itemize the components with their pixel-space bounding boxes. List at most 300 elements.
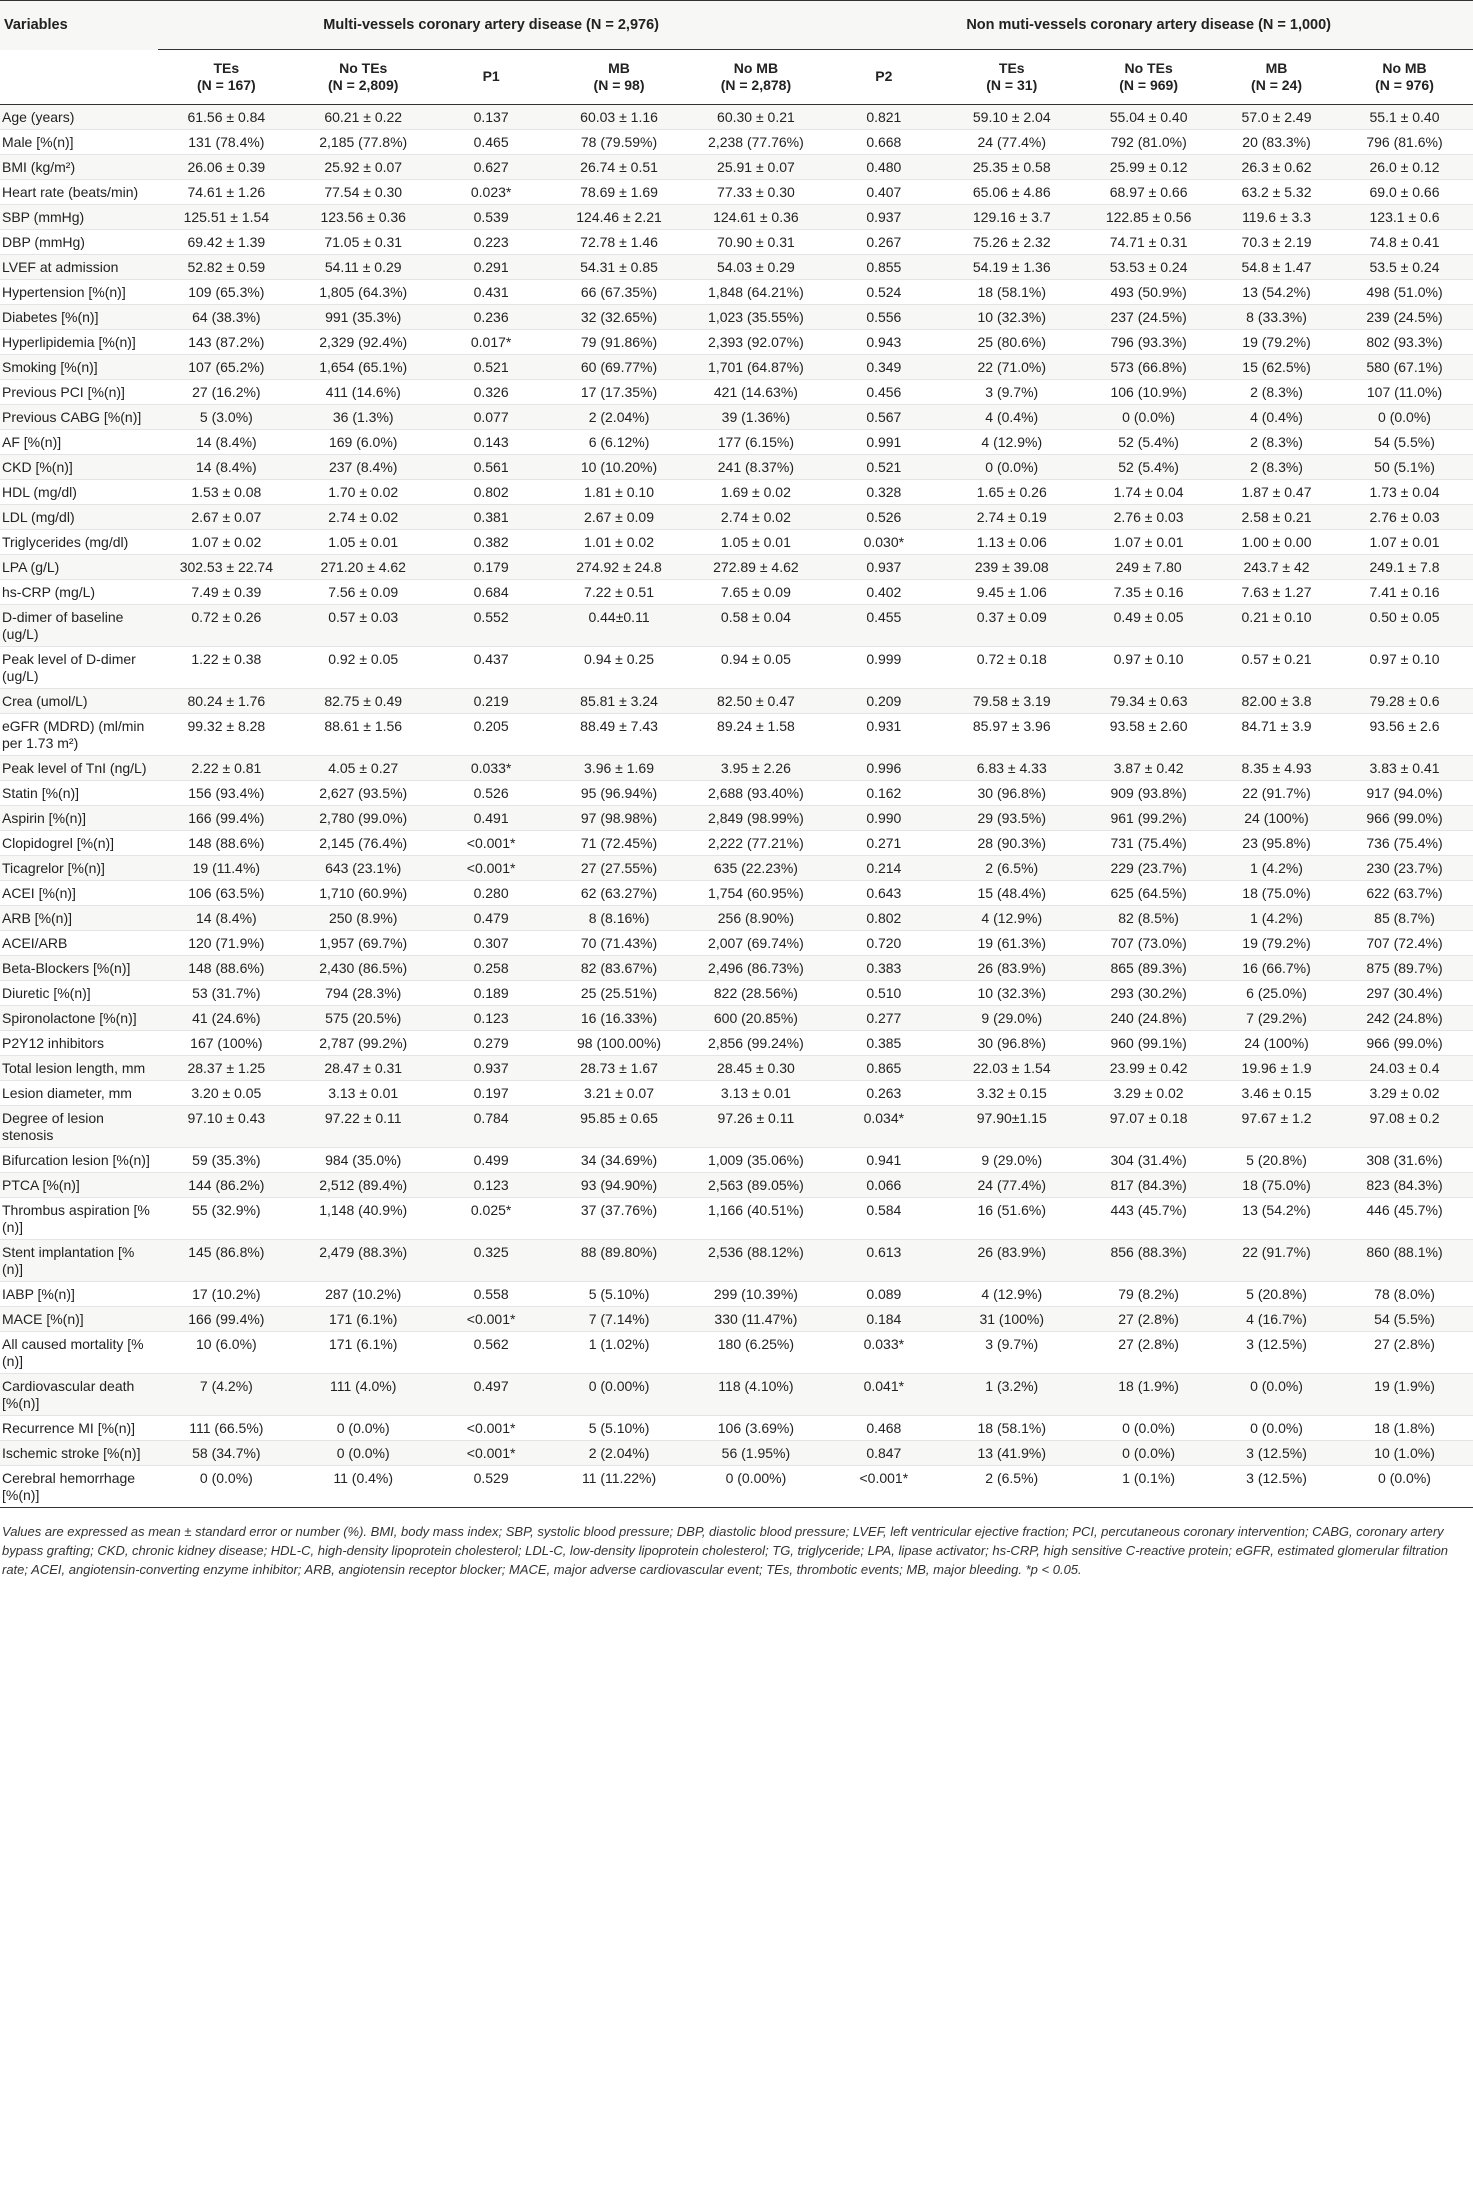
table-cell: 22 (91.7%) [1217, 781, 1336, 806]
row-variable-label: Ischemic stroke [%(n)] [0, 1441, 158, 1466]
column-header [687, 50, 824, 105]
table-cell: 2 (6.5%) [943, 856, 1080, 881]
table-cell: 446 (45.7%) [1336, 1198, 1473, 1240]
table-cell: <0.001* [432, 856, 551, 881]
table-cell: 18 (75.0%) [1217, 881, 1336, 906]
table-cell: 111 (4.0%) [295, 1374, 432, 1416]
row-variable-label: Previous CABG [%(n)] [0, 405, 158, 430]
table-cell: 58 (34.7%) [158, 1441, 295, 1466]
table-cell: 0.521 [432, 355, 551, 380]
table-cell: 124.46 ± 2.21 [551, 205, 688, 230]
table-cell: 28.37 ± 1.25 [158, 1056, 295, 1081]
table-cell: 0.214 [824, 856, 943, 881]
table-cell: 63.2 ± 5.32 [1217, 180, 1336, 205]
table-cell: 299 (10.39%) [687, 1282, 824, 1307]
table-cell: 3.32 ± 0.15 [943, 1081, 1080, 1106]
table-cell: 0.279 [432, 1031, 551, 1056]
column-header [551, 50, 688, 105]
table-cell: 29 (93.5%) [943, 806, 1080, 831]
table-cell: 0.990 [824, 806, 943, 831]
table-cell: 272.89 ± 4.62 [687, 555, 824, 580]
table-cell: 0.258 [432, 956, 551, 981]
table-cell: 0 (0.0%) [1336, 1466, 1473, 1508]
table-row [0, 505, 1473, 530]
table-cell: 0.524 [824, 280, 943, 305]
table-cell: 26.74 ± 0.51 [551, 155, 688, 180]
column-header [432, 50, 551, 105]
table-row [0, 1106, 1473, 1148]
table-cell: 2,688 (93.40%) [687, 781, 824, 806]
table-cell: 2,222 (77.21%) [687, 831, 824, 856]
table-cell: 6 (25.0%) [1217, 981, 1336, 1006]
table-cell: 796 (81.6%) [1336, 130, 1473, 155]
table-cell: 1,957 (69.7%) [295, 931, 432, 956]
table-cell: 3 (9.7%) [943, 1332, 1080, 1374]
table-cell: 3 (12.5%) [1217, 1332, 1336, 1374]
table-cell: 3.96 ± 1.69 [551, 756, 688, 781]
table-cell: 14 (8.4%) [158, 906, 295, 931]
table-cell: 22 (91.7%) [1217, 1240, 1336, 1282]
table-cell: 24 (77.4%) [943, 1173, 1080, 1198]
table-cell: 411 (14.6%) [295, 380, 432, 405]
row-variable-label: Diuretic [%(n)] [0, 981, 158, 1006]
table-cell: 26.06 ± 0.39 [158, 155, 295, 180]
row-variable-label: D-dimer of baseline (ug/L) [0, 605, 158, 647]
column-header-count: (N = 2,878) [720, 77, 792, 93]
table-cell: 20 (83.3%) [1217, 130, 1336, 155]
table-row [0, 647, 1473, 689]
table-cell: 37 (37.76%) [551, 1198, 688, 1240]
table-cell: 0.943 [824, 330, 943, 355]
table-row [0, 1441, 1473, 1466]
table-cell: 7 (7.14%) [551, 1307, 688, 1332]
table-cell: 53 (31.7%) [158, 981, 295, 1006]
table-cell: 0.558 [432, 1282, 551, 1307]
table-cell: 0.94 ± 0.25 [551, 647, 688, 689]
row-variable-label: Bifurcation lesion [%(n)] [0, 1148, 158, 1173]
table-cell: 0.162 [824, 781, 943, 806]
row-variable-label: hs-CRP (mg/L) [0, 580, 158, 605]
table-cell: 0.137 [432, 105, 551, 130]
table-cell: 7 (29.2%) [1217, 1006, 1336, 1031]
table-cell: 24 (100%) [1217, 1031, 1336, 1056]
table-row [0, 714, 1473, 756]
table-cell: 99.32 ± 8.28 [158, 714, 295, 756]
table-cell: 865 (89.3%) [1080, 956, 1217, 981]
table-cell: 1.87 ± 0.47 [1217, 480, 1336, 505]
table-cell: 1.13 ± 0.06 [943, 530, 1080, 555]
table-cell: 0.510 [824, 981, 943, 1006]
table-cell: 0.280 [432, 881, 551, 906]
table-cell: 14 (8.4%) [158, 455, 295, 480]
table-cell: 0.491 [432, 806, 551, 831]
table-cell: 302.53 ± 22.74 [158, 555, 295, 580]
table-cell: 0.941 [824, 1148, 943, 1173]
table-cell: 0.684 [432, 580, 551, 605]
table-cell: 792 (81.0%) [1080, 130, 1217, 155]
table-cell: 1,805 (64.3%) [295, 280, 432, 305]
table-cell: 0.58 ± 0.04 [687, 605, 824, 647]
table-row [0, 605, 1473, 647]
table-cell: 18 (58.1%) [943, 280, 1080, 305]
table-cell: 991 (35.3%) [295, 305, 432, 330]
row-variable-label: Diabetes [%(n)] [0, 305, 158, 330]
table-cell: 0.526 [824, 505, 943, 530]
table-cell: 622 (63.7%) [1336, 881, 1473, 906]
table-cell: <0.001* [432, 1307, 551, 1332]
table-cell: 4 (12.9%) [943, 1282, 1080, 1307]
table-cell: 0.066 [824, 1173, 943, 1198]
row-variable-label: Degree of lesion stenosis [0, 1106, 158, 1148]
table-cell: 54.11 ± 0.29 [295, 255, 432, 280]
table-cell: 3.29 ± 0.02 [1336, 1081, 1473, 1106]
table-cell: 0.937 [824, 205, 943, 230]
table-cell: 580 (67.1%) [1336, 355, 1473, 380]
table-cell: 0.937 [432, 1056, 551, 1081]
table-footnote: Values are expressed as mean ± standard error or number (%). BMI, body mass index; SBP, systolic blood pressure; DBP, diastolic blood pressure; LVEF, left ventricular ejective fraction; PCI, percutaneous coronary intervention; CABG, coronary artery bypass grafting; CKD, chronic kidney disease; HDL-C, high-density lipoprotein cholesterol; LDL-C, low-density lipoprotein cholesterol; TG, triglyceride; LPA, lipase activator; hs-CRP, high sensitive C-reactive protein; eGFR, estimated glomerular filtration rate; ACEI, angiotensin-converting enzyme inhibitor; ARB, angiotensin receptor blocker; MACE, major adverse cardiovascular event; TEs, thrombotic events; MB, major bleeding. *p < 0.05. [2, 1524, 1449, 1577]
table-cell: 1.22 ± 0.38 [158, 647, 295, 689]
table-cell: 822 (28.56%) [687, 981, 824, 1006]
table-cell: 2.58 ± 0.21 [1217, 505, 1336, 530]
table-cell: 0.328 [824, 480, 943, 505]
table-cell: 54.19 ± 1.36 [943, 255, 1080, 280]
table-cell: 0.931 [824, 714, 943, 756]
table-cell: 27 (16.2%) [158, 380, 295, 405]
table-cell: 123.1 ± 0.6 [1336, 205, 1473, 230]
table-body [0, 105, 1473, 1508]
row-variable-label: Triglycerides (mg/dl) [0, 530, 158, 555]
table-cell: 26.0 ± 0.12 [1336, 155, 1473, 180]
table-cell: 171 (6.1%) [295, 1332, 432, 1374]
table-cell: 0.497 [432, 1374, 551, 1416]
table-cell: 144 (86.2%) [158, 1173, 295, 1198]
table-cell: 10 (1.0%) [1336, 1441, 1473, 1466]
table-row [0, 480, 1473, 505]
table-cell: 59.10 ± 2.04 [943, 105, 1080, 130]
column-header [1336, 50, 1473, 105]
table-cell: 0 (0.0%) [295, 1441, 432, 1466]
table-cell: 0.991 [824, 430, 943, 455]
table-cell: 50 (5.1%) [1336, 455, 1473, 480]
table-cell: 11 (0.4%) [295, 1466, 432, 1508]
table-cell: 0.526 [432, 781, 551, 806]
table-cell: 0.50 ± 0.05 [1336, 605, 1473, 647]
table-cell: 93 (94.90%) [551, 1173, 688, 1198]
table-cell: 241 (8.37%) [687, 455, 824, 480]
table-cell: 85.97 ± 3.96 [943, 714, 1080, 756]
table-cell: 2.74 ± 0.19 [943, 505, 1080, 530]
table-cell: 0.209 [824, 689, 943, 714]
table-cell: 2,007 (69.74%) [687, 931, 824, 956]
table-cell: 77.33 ± 0.30 [687, 180, 824, 205]
table-cell: 19 (79.2%) [1217, 931, 1336, 956]
table-cell: 239 (24.5%) [1336, 305, 1473, 330]
table-cell: 875 (89.7%) [1336, 956, 1473, 981]
table-cell: 3.83 ± 0.41 [1336, 756, 1473, 781]
table-cell: 93.56 ± 2.6 [1336, 714, 1473, 756]
table-cell: 27 (2.8%) [1336, 1332, 1473, 1374]
table-cell: 3 (9.7%) [943, 380, 1080, 405]
table-row [0, 380, 1473, 405]
table-row [0, 580, 1473, 605]
table-cell: 169 (6.0%) [295, 430, 432, 455]
table-row [0, 931, 1473, 956]
table-cell: 3.29 ± 0.02 [1080, 1081, 1217, 1106]
table-cell: 80.24 ± 1.76 [158, 689, 295, 714]
table-cell: 0.499 [432, 1148, 551, 1173]
table-row [0, 330, 1473, 355]
table-cell: 0.468 [824, 1416, 943, 1441]
column-header-label: MB [608, 59, 630, 76]
table-cell: 229 (23.7%) [1080, 856, 1217, 881]
table-cell: 25 (80.6%) [943, 330, 1080, 355]
table-cell: 5 (5.10%) [551, 1282, 688, 1307]
table-cell: 1 (0.1%) [1080, 1466, 1217, 1508]
table-cell: 7 (4.2%) [158, 1374, 295, 1416]
row-variable-label: MACE [%(n)] [0, 1307, 158, 1332]
table-cell: 107 (11.0%) [1336, 380, 1473, 405]
table-cell: 19 (1.9%) [1336, 1374, 1473, 1416]
table-cell: 3.13 ± 0.01 [687, 1081, 824, 1106]
table-cell: 60.30 ± 0.21 [687, 105, 824, 130]
column-header-count: (N = 976) [1375, 77, 1434, 93]
table-cell: 237 (24.5%) [1080, 305, 1217, 330]
table-cell: 57.0 ± 2.49 [1217, 105, 1336, 130]
row-variable-label: Statin [%(n)] [0, 781, 158, 806]
table-row [0, 956, 1473, 981]
table-cell: 0.349 [824, 355, 943, 380]
table-cell: 0.97 ± 0.10 [1336, 647, 1473, 689]
table-cell: 1.74 ± 0.04 [1080, 480, 1217, 505]
table-cell: 19 (11.4%) [158, 856, 295, 881]
column-header-label: No MB [1382, 59, 1427, 76]
table-cell: 0.291 [432, 255, 551, 280]
table-cell: 2,393 (92.07%) [687, 330, 824, 355]
table-cell: 78.69 ± 1.69 [551, 180, 688, 205]
table-cell: 0.023* [432, 180, 551, 205]
table-cell: 1,148 (40.9%) [295, 1198, 432, 1240]
table-cell: 0.821 [824, 105, 943, 130]
table-cell: 860 (88.1%) [1336, 1240, 1473, 1282]
column-header [295, 50, 432, 105]
table-cell: 1.00 ± 0.00 [1217, 530, 1336, 555]
table-cell: 0.49 ± 0.05 [1080, 605, 1217, 647]
table-cell: <0.001* [824, 1466, 943, 1508]
row-variable-label: ACEI/ARB [0, 931, 158, 956]
table-cell: 61.56 ± 0.84 [158, 105, 295, 130]
row-variable-label: Age (years) [0, 105, 158, 130]
table-cell: 2 (8.3%) [1217, 430, 1336, 455]
table-cell: 6 (6.12%) [551, 430, 688, 455]
table-cell: 125.51 ± 1.54 [158, 205, 295, 230]
table-cell: 28.73 ± 1.67 [551, 1056, 688, 1081]
table-row [0, 1282, 1473, 1307]
table-cell: 3.95 ± 2.26 [687, 756, 824, 781]
table-row [0, 430, 1473, 455]
table-cell: 22 (71.0%) [943, 355, 1080, 380]
table-cell: 34 (34.69%) [551, 1148, 688, 1173]
table-cell: 1.07 ± 0.02 [158, 530, 295, 555]
table-cell: 27 (2.8%) [1080, 1307, 1217, 1332]
table-cell: 13 (41.9%) [943, 1441, 1080, 1466]
table-cell: 13 (54.2%) [1217, 280, 1336, 305]
table-cell: 0 (0.0%) [943, 455, 1080, 480]
table-cell: 97.90±1.15 [943, 1106, 1080, 1148]
table-cell: 0.456 [824, 380, 943, 405]
table-cell: 9 (29.0%) [943, 1006, 1080, 1031]
table-cell: 0 (0.0%) [1080, 1441, 1217, 1466]
table-cell: 106 (63.5%) [158, 881, 295, 906]
table-cell: 1.05 ± 0.01 [687, 530, 824, 555]
table-cell: 1,710 (60.9%) [295, 881, 432, 906]
table-cell: 0.802 [432, 480, 551, 505]
table-cell: 85.81 ± 3.24 [551, 689, 688, 714]
table-row [0, 981, 1473, 1006]
table-cell: 0.92 ± 0.05 [295, 647, 432, 689]
table-cell: 16 (66.7%) [1217, 956, 1336, 981]
column-header [1217, 50, 1336, 105]
column-header-label: MB [1265, 59, 1288, 76]
table-cell: 22.03 ± 1.54 [943, 1056, 1080, 1081]
table-cell: 2,563 (89.05%) [687, 1173, 824, 1198]
table-cell: 70 (71.43%) [551, 931, 688, 956]
table-row [0, 1031, 1473, 1056]
table-cell: 32 (32.65%) [551, 305, 688, 330]
table-cell: 0.017* [432, 330, 551, 355]
table-cell: 0.089 [824, 1282, 943, 1307]
table-cell: 242 (24.8%) [1336, 1006, 1473, 1031]
table-cell: 106 (3.69%) [687, 1416, 824, 1441]
table-cell: <0.001* [432, 1416, 551, 1441]
table-cell: 0.668 [824, 130, 943, 155]
table-cell: 78 (8.0%) [1336, 1282, 1473, 1307]
table-cell: 25.91 ± 0.07 [687, 155, 824, 180]
table-cell: 0 (0.0%) [1217, 1416, 1336, 1441]
table-cell: 1.70 ± 0.02 [295, 480, 432, 505]
table-cell: 0.613 [824, 1240, 943, 1282]
table-cell: 74.71 ± 0.31 [1080, 230, 1217, 255]
table-cell: 0.465 [432, 130, 551, 155]
table-row [0, 355, 1473, 380]
table-cell: 2,185 (77.8%) [295, 130, 432, 155]
table-cell: 293 (30.2%) [1080, 981, 1217, 1006]
table-cell: 78 (79.59%) [551, 130, 688, 155]
table-cell: 77.54 ± 0.30 [295, 180, 432, 205]
table-cell: 70.90 ± 0.31 [687, 230, 824, 255]
table-cell: 79.28 ± 0.6 [1336, 689, 1473, 714]
table-cell: 2,496 (86.73%) [687, 956, 824, 981]
table-cell: 1,166 (40.51%) [687, 1198, 824, 1240]
table-cell: 62 (63.27%) [551, 881, 688, 906]
table-cell: 2 (8.3%) [1217, 455, 1336, 480]
table-cell: 25.35 ± 0.58 [943, 155, 1080, 180]
table-cell: 0.937 [824, 555, 943, 580]
table-cell: 0 (0.0%) [1080, 1416, 1217, 1441]
table-row [0, 1332, 1473, 1374]
column-header-label: P2 [875, 68, 893, 85]
row-variable-label: ARB [%(n)] [0, 906, 158, 931]
table-cell: 26.3 ± 0.62 [1217, 155, 1336, 180]
table-cell: 27 (2.8%) [1080, 1332, 1217, 1374]
table-cell: 7.56 ± 0.09 [295, 580, 432, 605]
table-cell: 256 (8.90%) [687, 906, 824, 931]
table-cell: 856 (88.3%) [1080, 1240, 1217, 1282]
table-cell: 129.16 ± 3.7 [943, 205, 1080, 230]
table-cell: 0.123 [432, 1006, 551, 1031]
table-cell: 19 (61.3%) [943, 931, 1080, 956]
table-cell: 0.219 [432, 689, 551, 714]
row-variable-label: SBP (mmHg) [0, 205, 158, 230]
table-cell: 2.74 ± 0.02 [687, 505, 824, 530]
table-cell: 1,654 (65.1%) [295, 355, 432, 380]
table-cell: 30 (96.8%) [943, 781, 1080, 806]
table-cell: 0.37 ± 0.09 [943, 605, 1080, 647]
table-cell: 15 (62.5%) [1217, 355, 1336, 380]
row-variable-label: Lesion diameter, mm [0, 1081, 158, 1106]
table-cell: 88.61 ± 1.56 [295, 714, 432, 756]
table-cell: 0.382 [432, 530, 551, 555]
table-cell: 2,627 (93.5%) [295, 781, 432, 806]
table-cell: 109 (65.3%) [158, 280, 295, 305]
table-cell: 917 (94.0%) [1336, 781, 1473, 806]
table-cell: 2,430 (86.5%) [295, 956, 432, 981]
table-cell: 122.85 ± 0.56 [1080, 205, 1217, 230]
table-cell: 53.5 ± 0.24 [1336, 255, 1473, 280]
table-row [0, 1198, 1473, 1240]
table-cell: 53.53 ± 0.24 [1080, 255, 1217, 280]
table-row [0, 555, 1473, 580]
column-header-count: (N = 98) [593, 77, 645, 93]
table-cell: 575 (20.5%) [295, 1006, 432, 1031]
table-cell: 2,238 (77.76%) [687, 130, 824, 155]
table-cell: 2,536 (88.12%) [687, 1240, 824, 1282]
table-cell: 70.3 ± 2.19 [1217, 230, 1336, 255]
table-cell: 493 (50.9%) [1080, 280, 1217, 305]
table-cell: 82 (83.67%) [551, 956, 688, 981]
table-cell: 18 (1.8%) [1336, 1416, 1473, 1441]
row-variable-label: CKD [%(n)] [0, 455, 158, 480]
table-cell: 82.00 ± 3.8 [1217, 689, 1336, 714]
table-cell: 4 (12.9%) [943, 430, 1080, 455]
table-cell: 3.87 ± 0.42 [1080, 756, 1217, 781]
table-cell: 0.479 [432, 906, 551, 931]
table-cell: 731 (75.4%) [1080, 831, 1217, 856]
table-cell: 0.720 [824, 931, 943, 956]
table-cell: 52 (5.4%) [1080, 455, 1217, 480]
table-cell: 31 (100%) [943, 1307, 1080, 1332]
column-header-count: (N = 2,809) [327, 77, 399, 93]
table-cell: 171 (6.1%) [295, 1307, 432, 1332]
table-cell: 107 (65.2%) [158, 355, 295, 380]
table-cell: 0.552 [432, 605, 551, 647]
table-cell: 3.20 ± 0.05 [158, 1081, 295, 1106]
table-cell: 0.326 [432, 380, 551, 405]
row-variable-label: LVEF at admission [0, 255, 158, 280]
row-variable-label: eGFR (MDRD) (ml/min per 1.73 m²) [0, 714, 158, 756]
table-cell: 2 (8.3%) [1217, 380, 1336, 405]
table-cell: 25.99 ± 0.12 [1080, 155, 1217, 180]
table-row [0, 1307, 1473, 1332]
table-cell: 93.58 ± 2.60 [1080, 714, 1217, 756]
table-cell: 0 (0.00%) [551, 1374, 688, 1416]
table-row [0, 530, 1473, 555]
table-cell: 0.030* [824, 530, 943, 555]
table-cell: 984 (35.0%) [295, 1148, 432, 1173]
table-cell: 0.077 [432, 405, 551, 430]
table-cell: 36 (1.3%) [295, 405, 432, 430]
table-cell: 60 (69.77%) [551, 355, 688, 380]
table-cell: 2.74 ± 0.02 [295, 505, 432, 530]
